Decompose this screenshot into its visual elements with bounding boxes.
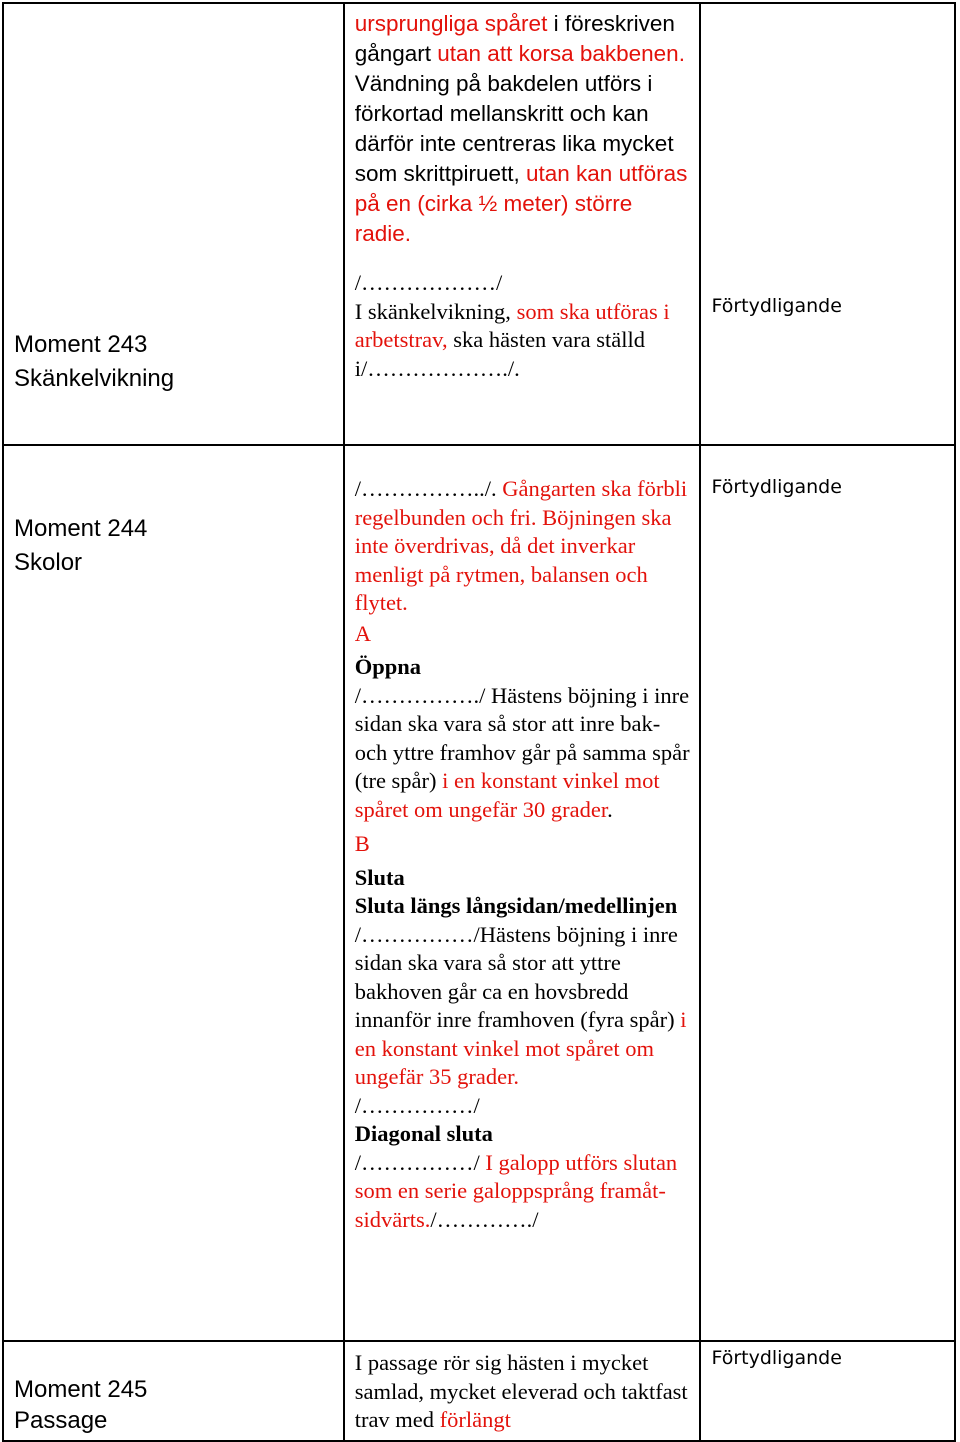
heading-oppna: Öppna	[354, 654, 421, 679]
moment-243-title: Skänkelvikning	[14, 365, 175, 392]
ellipsis-marker: /………………/	[354, 270, 503, 295]
moment-243-text-cell	[344, 3, 701, 445]
heading-diagonal-sluta: Diagonal sluta	[354, 1121, 493, 1146]
row-moment-244	[3, 445, 955, 1341]
continuation-text	[345, 4, 700, 249]
text-segment: som ska utföras i arbetstrav,	[354, 298, 670, 352]
moment-244-note: Förtydligande	[711, 476, 842, 498]
diagonal-paragraph	[355, 1149, 692, 1235]
moment-243-label-cell	[3, 3, 344, 445]
moment-244-title: Skolor	[14, 549, 83, 576]
text-segment: I passage rör sig hästen i mycket samlad, mycket eleverad och taktfast trav med	[354, 1350, 688, 1432]
text-segment: Gångarten ska förbli regelbunden och fri. Böjningen ska inte överdrivas, då det inverkar menligt på rytmen, balansen och flytet.	[354, 476, 688, 615]
text-segment: i en konstant vinkel mot spåret om ungefär 30 grader	[354, 768, 660, 822]
ellipsis-marker: /……………/	[354, 1149, 486, 1175]
text-segment: spåret	[484, 11, 548, 36]
moment-244-text-cell	[344, 445, 701, 1341]
oppna-paragraph	[355, 682, 692, 825]
sluta-paragraph	[355, 921, 692, 1092]
text-segment: utan kan utföras på en (cirka ½ meter) större radie.	[354, 161, 688, 246]
ellipsis-marker: /……………/	[354, 1092, 480, 1118]
moment-245-label-cell	[3, 1341, 344, 1441]
moment-243-number: Moment 243	[14, 331, 148, 358]
ellipsis-marker: /……………../.	[354, 476, 503, 501]
row-moment-245	[3, 1341, 955, 1441]
text-segment: utan att korsa bakbenen.	[437, 41, 685, 66]
ellipsis-marker: /…………./	[430, 1206, 539, 1232]
moment-245-text-cell	[344, 1341, 701, 1441]
moment-244-number: Moment 244	[14, 515, 148, 542]
moment-245-text	[345, 1342, 700, 1435]
moment-243-text	[345, 249, 700, 383]
intro-paragraph	[355, 475, 692, 618]
moment-245-title: Passage	[14, 1407, 108, 1434]
text-segment: I skänkelvikning,	[354, 298, 517, 324]
moment-245-number: Moment 245	[14, 1376, 148, 1403]
heading-sluta-langs: Sluta längs långsidan/medellinjen	[354, 893, 678, 918]
moment-245-note: Förtydligande	[711, 1347, 842, 1369]
text-segment: .	[607, 796, 613, 822]
moment-244-label-cell	[3, 445, 344, 1341]
text-segment: /……………/Hästens böjning i inre sidan ska vara så stor att yttre bakhoven går ca en hovsbredd innanför inre framhoven (fyra spår)	[354, 921, 681, 1032]
row-moment-243	[3, 3, 955, 445]
text-segment: ska hästen vara ställd i/………………./.	[354, 327, 646, 381]
text-segment: i en konstant vinkel mot spåret om ungefär 35 grader.	[354, 1007, 687, 1089]
text-segment: /……………./ Hästens böjning i inre sidan ska vara så stor att inre bak- och yttre framhov går på samma spår (tre spår)	[354, 682, 690, 793]
moment-244-note-cell	[700, 445, 955, 1341]
rules-table	[2, 2, 956, 1442]
heading-a: A	[354, 620, 371, 646]
moment-243-note-cell	[700, 3, 955, 445]
text-segment: ursprungliga	[354, 11, 485, 36]
moment-243-note: Förtydligande	[711, 295, 842, 317]
text-segment: Vändning på bakdelen utförs i förkortad mellanskritt och kan därför inte centreras lika mycket som skrittpiruett,	[354, 71, 674, 186]
moment-244-text	[345, 446, 700, 1234]
heading-b: B	[354, 831, 370, 856]
text-segment: i föreskriven gångart	[354, 11, 675, 66]
heading-sluta: Sluta	[354, 864, 405, 890]
text-segment: I galopp utförs slutan som en serie galoppsprång framåt-sidvärts.	[354, 1149, 678, 1232]
text-segment: förlängt	[439, 1407, 511, 1432]
moment-245-note-cell	[700, 1341, 955, 1441]
